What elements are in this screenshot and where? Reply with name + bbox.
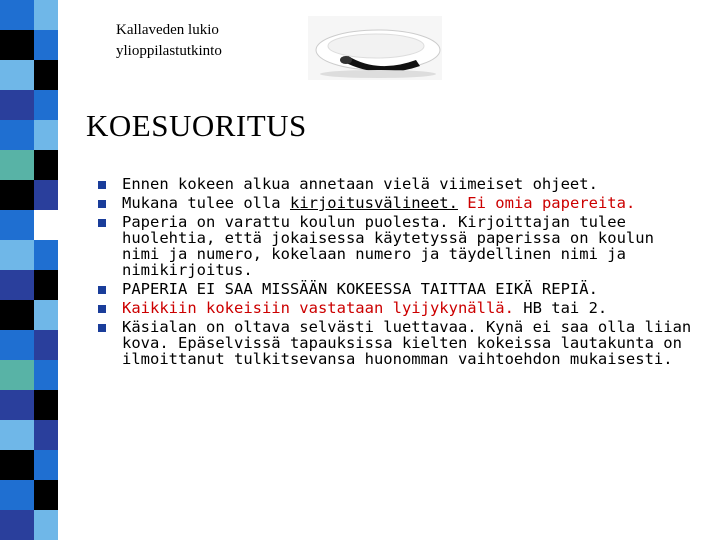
- list-item: [98, 176, 698, 192]
- item-text-emphasis: Kaikkiin kokeisiin vastataan lyijykynällä.: [122, 299, 514, 317]
- item-text: PAPERIA EI SAA MISSÄÄN KOKEESSA TAITTAA EIKÄ REPIÄ.: [122, 280, 598, 298]
- list-item: [98, 195, 698, 211]
- square-bullet-icon: [98, 324, 106, 332]
- decorative-stripe-bar: [0, 0, 58, 540]
- item-text: Ennen kokeen alkua annetaan vielä viimeiset ohjeet.: [122, 175, 598, 193]
- school-name: Kallaveden lukio: [116, 22, 219, 38]
- square-bullet-icon: [98, 305, 106, 313]
- square-bullet-icon: [98, 219, 106, 227]
- item-text-emphasis: Ei omia papereita.: [457, 194, 636, 212]
- instruction-list: [98, 176, 698, 370]
- list-item: [98, 319, 698, 367]
- item-text: Paperia on varattu koulun puolesta. Kirjoittajan tulee huolehtia, että jokaisessa käytetyssä paperissa on koulun nimi ja numero, kokelaan numero ja täydellinen nimi ja nimikirjoitus.: [122, 213, 654, 279]
- item-text: Käsialan on oltava selvästi luettavaa. Kynä ei saa olla liian kova. Epäselvissä tapauksissa kielten kokeissa lautakunta on ilmoittanut tulkitsevansa huonomman vaihtoehdon mukaisesti.: [122, 318, 692, 368]
- item-text: Mukana tulee olla: [122, 194, 290, 212]
- square-bullet-icon: [98, 181, 106, 189]
- item-text: HB tai 2.: [513, 299, 608, 317]
- square-bullet-icon: [98, 286, 106, 294]
- item-text-underlined: kirjoitusvälineet.: [289, 194, 458, 212]
- page-title: KOESUORITUS: [86, 108, 307, 143]
- square-bullet-icon: [98, 200, 106, 208]
- list-item: [98, 281, 698, 297]
- list-item: [98, 300, 698, 316]
- list-item: [98, 214, 698, 278]
- header: [116, 20, 222, 62]
- student-cap-image: [308, 16, 442, 80]
- exam-name: ylioppilastutkinto: [116, 43, 222, 59]
